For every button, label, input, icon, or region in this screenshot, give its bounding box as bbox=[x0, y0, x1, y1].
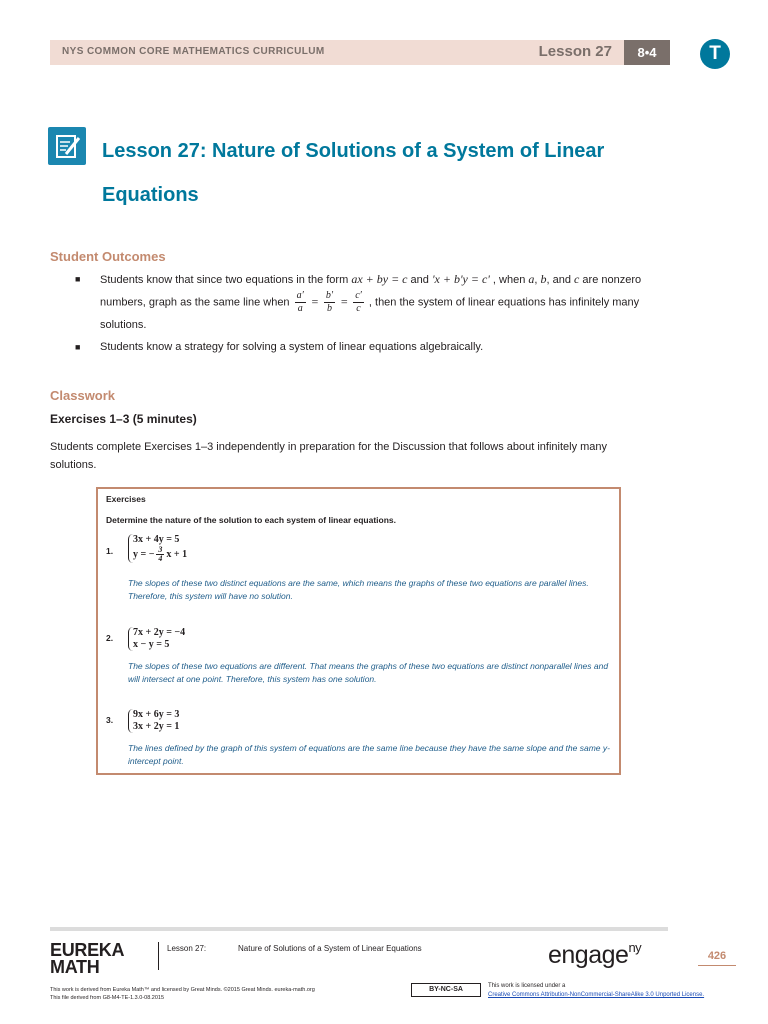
classwork-heading: Classwork bbox=[50, 388, 116, 403]
math-expression: ax + by = c bbox=[351, 272, 408, 286]
outcomes-list bbox=[75, 269, 655, 359]
answer-text: The slopes of these two equations are different. That means the graphs of these two equations are distinct nonparallel lines and will intersect at one point. Therefore, this system has one solution. bbox=[128, 661, 609, 684]
engageny-logo: engage$^{ny}$ bbox=[548, 940, 642, 969]
fraction-b: $\frac{b'}{b}$ bbox=[325, 290, 334, 314]
classwork-intro: Students complete Exercises 1–3 independently in preparation for the Discussion that follows about infinitely many solutions. bbox=[50, 441, 608, 471]
exercises-label: Exercises bbox=[106, 494, 146, 504]
notebook-pencil-icon bbox=[48, 127, 86, 165]
math-variable: b bbox=[540, 272, 547, 286]
equation: 3x + 4y = 5 bbox=[133, 534, 180, 545]
exercise-title: Exercises 1–3 (5 minutes) bbox=[50, 412, 197, 426]
license-notice: This work is licensed under a Creative Commons Attribution-NonCommercial-ShareAlike 3.0 Unported License. bbox=[488, 983, 705, 998]
equation-system bbox=[128, 709, 179, 733]
teacher-badge: T bbox=[700, 39, 730, 69]
answer-text: The lines defined by the graph of this system of equations are the same line because they have the same slope and the same y-intercept point. bbox=[128, 743, 610, 766]
outcome-text: are nonzero numbers, graph as the same line when bbox=[100, 274, 642, 309]
answer-text: The slopes of these two distinct equations are the same, which means the graphs of these two equations are parallel lines. Therefore, this system will have no solution. bbox=[128, 578, 589, 601]
outcome-text: , bbox=[534, 274, 541, 286]
equals-sign: = bbox=[337, 294, 352, 309]
equation-system bbox=[128, 627, 185, 651]
equals-sign: = bbox=[307, 294, 322, 309]
problem-number: 3. bbox=[106, 715, 114, 725]
outcome-text: Students know that since two equations in the form bbox=[100, 274, 352, 286]
header-bar bbox=[50, 40, 670, 65]
fraction-a: $\frac{a'}{a}$ bbox=[296, 290, 304, 314]
license-link[interactable]: Creative Commons Attribution-NonCommercial-ShareAlike 3.0 Unported License. bbox=[488, 992, 705, 998]
curriculum-label: NYS COMMON CORE MATHEMATICS CURRICULUM bbox=[62, 46, 325, 57]
student-outcomes-heading: Student Outcomes bbox=[50, 249, 166, 264]
equation: 3x + 2y = 1 bbox=[133, 721, 180, 732]
page-number: 426 bbox=[698, 950, 736, 966]
outcome-text: , and bbox=[546, 274, 575, 286]
bullet-icon: ■ bbox=[75, 274, 81, 284]
fraction-c: $\frac{c'}{c}$ bbox=[355, 290, 362, 314]
lesson-label: Lesson 27 bbox=[538, 43, 612, 60]
footer-title: Nature of Solutions of a System of Linear Equations bbox=[238, 944, 422, 953]
lesson-title: Lesson 27: Nature of Solutions of a System of Linear Equations bbox=[102, 140, 605, 206]
outcome-item bbox=[75, 269, 655, 335]
copyright-notice: This work is derived from Eureka Math™ and licensed by Great Minds. ©2015 Great Minds. eureka-math.org This file derived from G8-M4-TE-1.3.0-08.2015 bbox=[50, 987, 315, 1001]
footer-vertical-divider bbox=[158, 942, 159, 970]
equation: y = − $\frac{3}{4}$ x + 1 bbox=[133, 545, 188, 563]
footer-lesson: Lesson 27: bbox=[167, 944, 207, 953]
equation: x − y = 5 bbox=[133, 639, 170, 650]
equation: 7x + 2y = −4 bbox=[133, 627, 186, 638]
grade-module-box: 8•4 bbox=[624, 40, 670, 65]
math-variable: a bbox=[528, 272, 535, 286]
bullet-icon: ■ bbox=[75, 342, 81, 352]
outcome-text: and bbox=[407, 274, 432, 286]
equation-system bbox=[128, 534, 187, 563]
exercises-box bbox=[96, 487, 621, 775]
math-variable: c bbox=[574, 272, 580, 286]
footer-divider bbox=[50, 927, 668, 931]
outcome-item bbox=[75, 337, 655, 357]
equation: 9x + 6y = 3 bbox=[133, 709, 180, 720]
eureka-math-logo: EUREKA MATH bbox=[50, 940, 125, 977]
cc-license-badge: BY-NC-SA bbox=[411, 983, 481, 997]
problem-number: 2. bbox=[106, 633, 114, 643]
outcome-text: Students know a strategy for solving a system of linear equations algebraically. bbox=[100, 341, 484, 353]
problem-number: 1. bbox=[106, 546, 114, 556]
math-expression: 'x + b'y = c' bbox=[431, 272, 490, 286]
outcome-text: , when bbox=[489, 274, 529, 286]
exercises-instruction: Determine the nature of the solution to each system of linear equations. bbox=[106, 515, 396, 525]
outcome-text: , then the system of linear equations has infinitely many solutions. bbox=[100, 296, 640, 331]
